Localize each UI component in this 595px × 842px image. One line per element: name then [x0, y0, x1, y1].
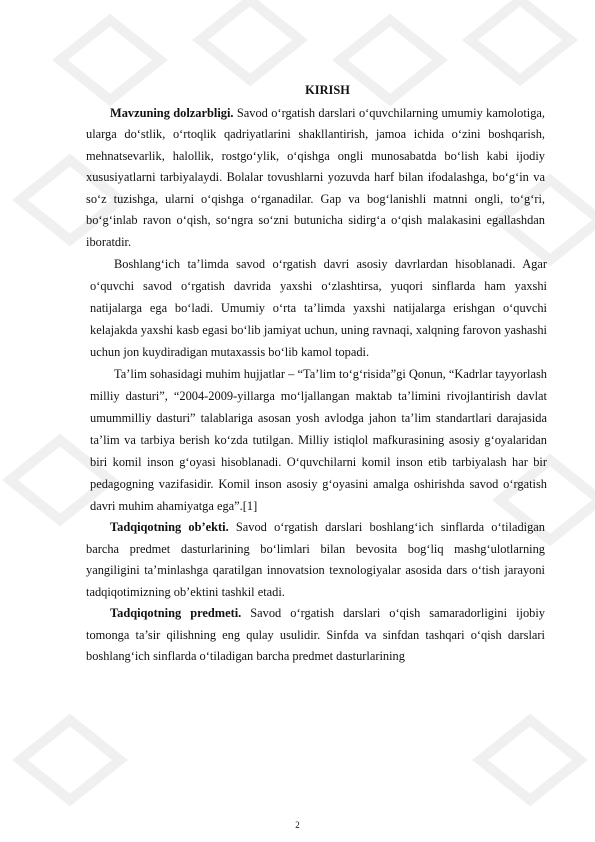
paragraph-text: Boshlang‘ich ta’limda savod o‘rgatish davri asosiy davrlardan hisoblanadi. Agar o‘quvchi savod o‘rgatish davrida yaxshi o‘zlashtirsa, yuqori sinflarda ham yaxshi natijalarga ega bo‘ladi. Umumiy o‘rta ta’limda yaxshi natijalarga erishgan o‘quvchi kelajakda yaxshi kasb egasi bo‘lib jamiyat uchun, uning ravnaqi, xalqning farovon yashashi uchun jon kuydiradigan mutaxassis bo‘lib kamol topadi. — [90, 257, 547, 359]
paragraph-heading: Mavzuning dolzarbligi. — [110, 105, 234, 120]
paragraph-heading: Tadqiqotning predmeti. — [110, 606, 242, 620]
paragraph-text: Savod o‘rgatish darslari boshlang‘ich sinflarda o‘tiladigan barcha predmet dasturlarining bo‘limlari bilan bevosita bog‘liq mashg‘ulotlarning yangiligini ta’minlashga qaratilgan innovatsion texnologiyalar asosida dars o‘tish jarayoni tadqiqotimizning ob’ektini tashkil etadi. — [86, 520, 545, 599]
paragraph-heading: Tadqiqotning ob’ekti. — [110, 520, 229, 534]
page-title: KIRISH — [305, 83, 350, 97]
page-number: 2 — [295, 820, 300, 830]
paragraph-research-subject — [86, 603, 545, 668]
document-body — [86, 80, 545, 668]
paragraph-relevance — [86, 103, 545, 254]
paragraph-documents — [90, 363, 547, 517]
paragraph-primary-education — [90, 253, 547, 363]
paragraph-text: Savod o‘rgatish darslari o‘qish samaradorligini ijobiy tomonga ta’sir qilishning eng qulay usulidir. Sinfda va sinfdan tashqari o‘qish darslari boshlang‘ich sinflarda o‘tiladigan barcha predmet dasturlarining — [86, 606, 545, 663]
paragraph-research-object — [86, 517, 545, 603]
paragraph-text: Ta’lim sohasidagi muhim hujjatlar – “Ta’lim to‘g‘risida”gi Qonun, “Kadrlar tayyorlash milliy dasturi”, “2004-2009-yillarga mo‘ljallangan maktab ta’limini rivojlantirish davlat umummilliy dasturi” talablariga asosan yosh avlodga jahon ta’lim standartlari darajasida ta’lim va tarbiya berish ko‘zda tutilgan. Milliy istiqlol mafkurasining asosiy g‘oyalaridan biri komil inson g‘oyasi hisoblanadi. O‘quvchilarni komil inson etib tarbiyalash har bir pedagogning vazifasidir. Komil inson asosiy g‘oyasini amalga oshirishda savod o‘rgatish davri muhim ahamiyatga ega”.[1] — [90, 367, 547, 513]
paragraph-text: Savod o‘rgatish darslari o‘quvchilarning umumiy kamolotiga, ularga do‘stlik, o‘rtoqlik qadriyatlarini shakllantirish, jamoa ichida o‘zini boshqarish, mehnatsevarlik, halollik, rostgo‘ylik, o‘qishga ongli munosabatda bo‘lish kabi ijodiy xususiyatlarni tarbiyalaydi. Bolalar tovushlarni yozuvda harf bilan ifodalashga, bo‘g‘in va so‘z tuzishga, ularni o‘qishga o‘rganadilar. Gap va bog‘lanishli matnni ongli, to‘g‘ri, bo‘g‘inlab ravon o‘qish, so‘ngra so‘zni butunicha sidirg‘a o‘qish malakasini egallashdan iboratdir. — [86, 105, 546, 249]
